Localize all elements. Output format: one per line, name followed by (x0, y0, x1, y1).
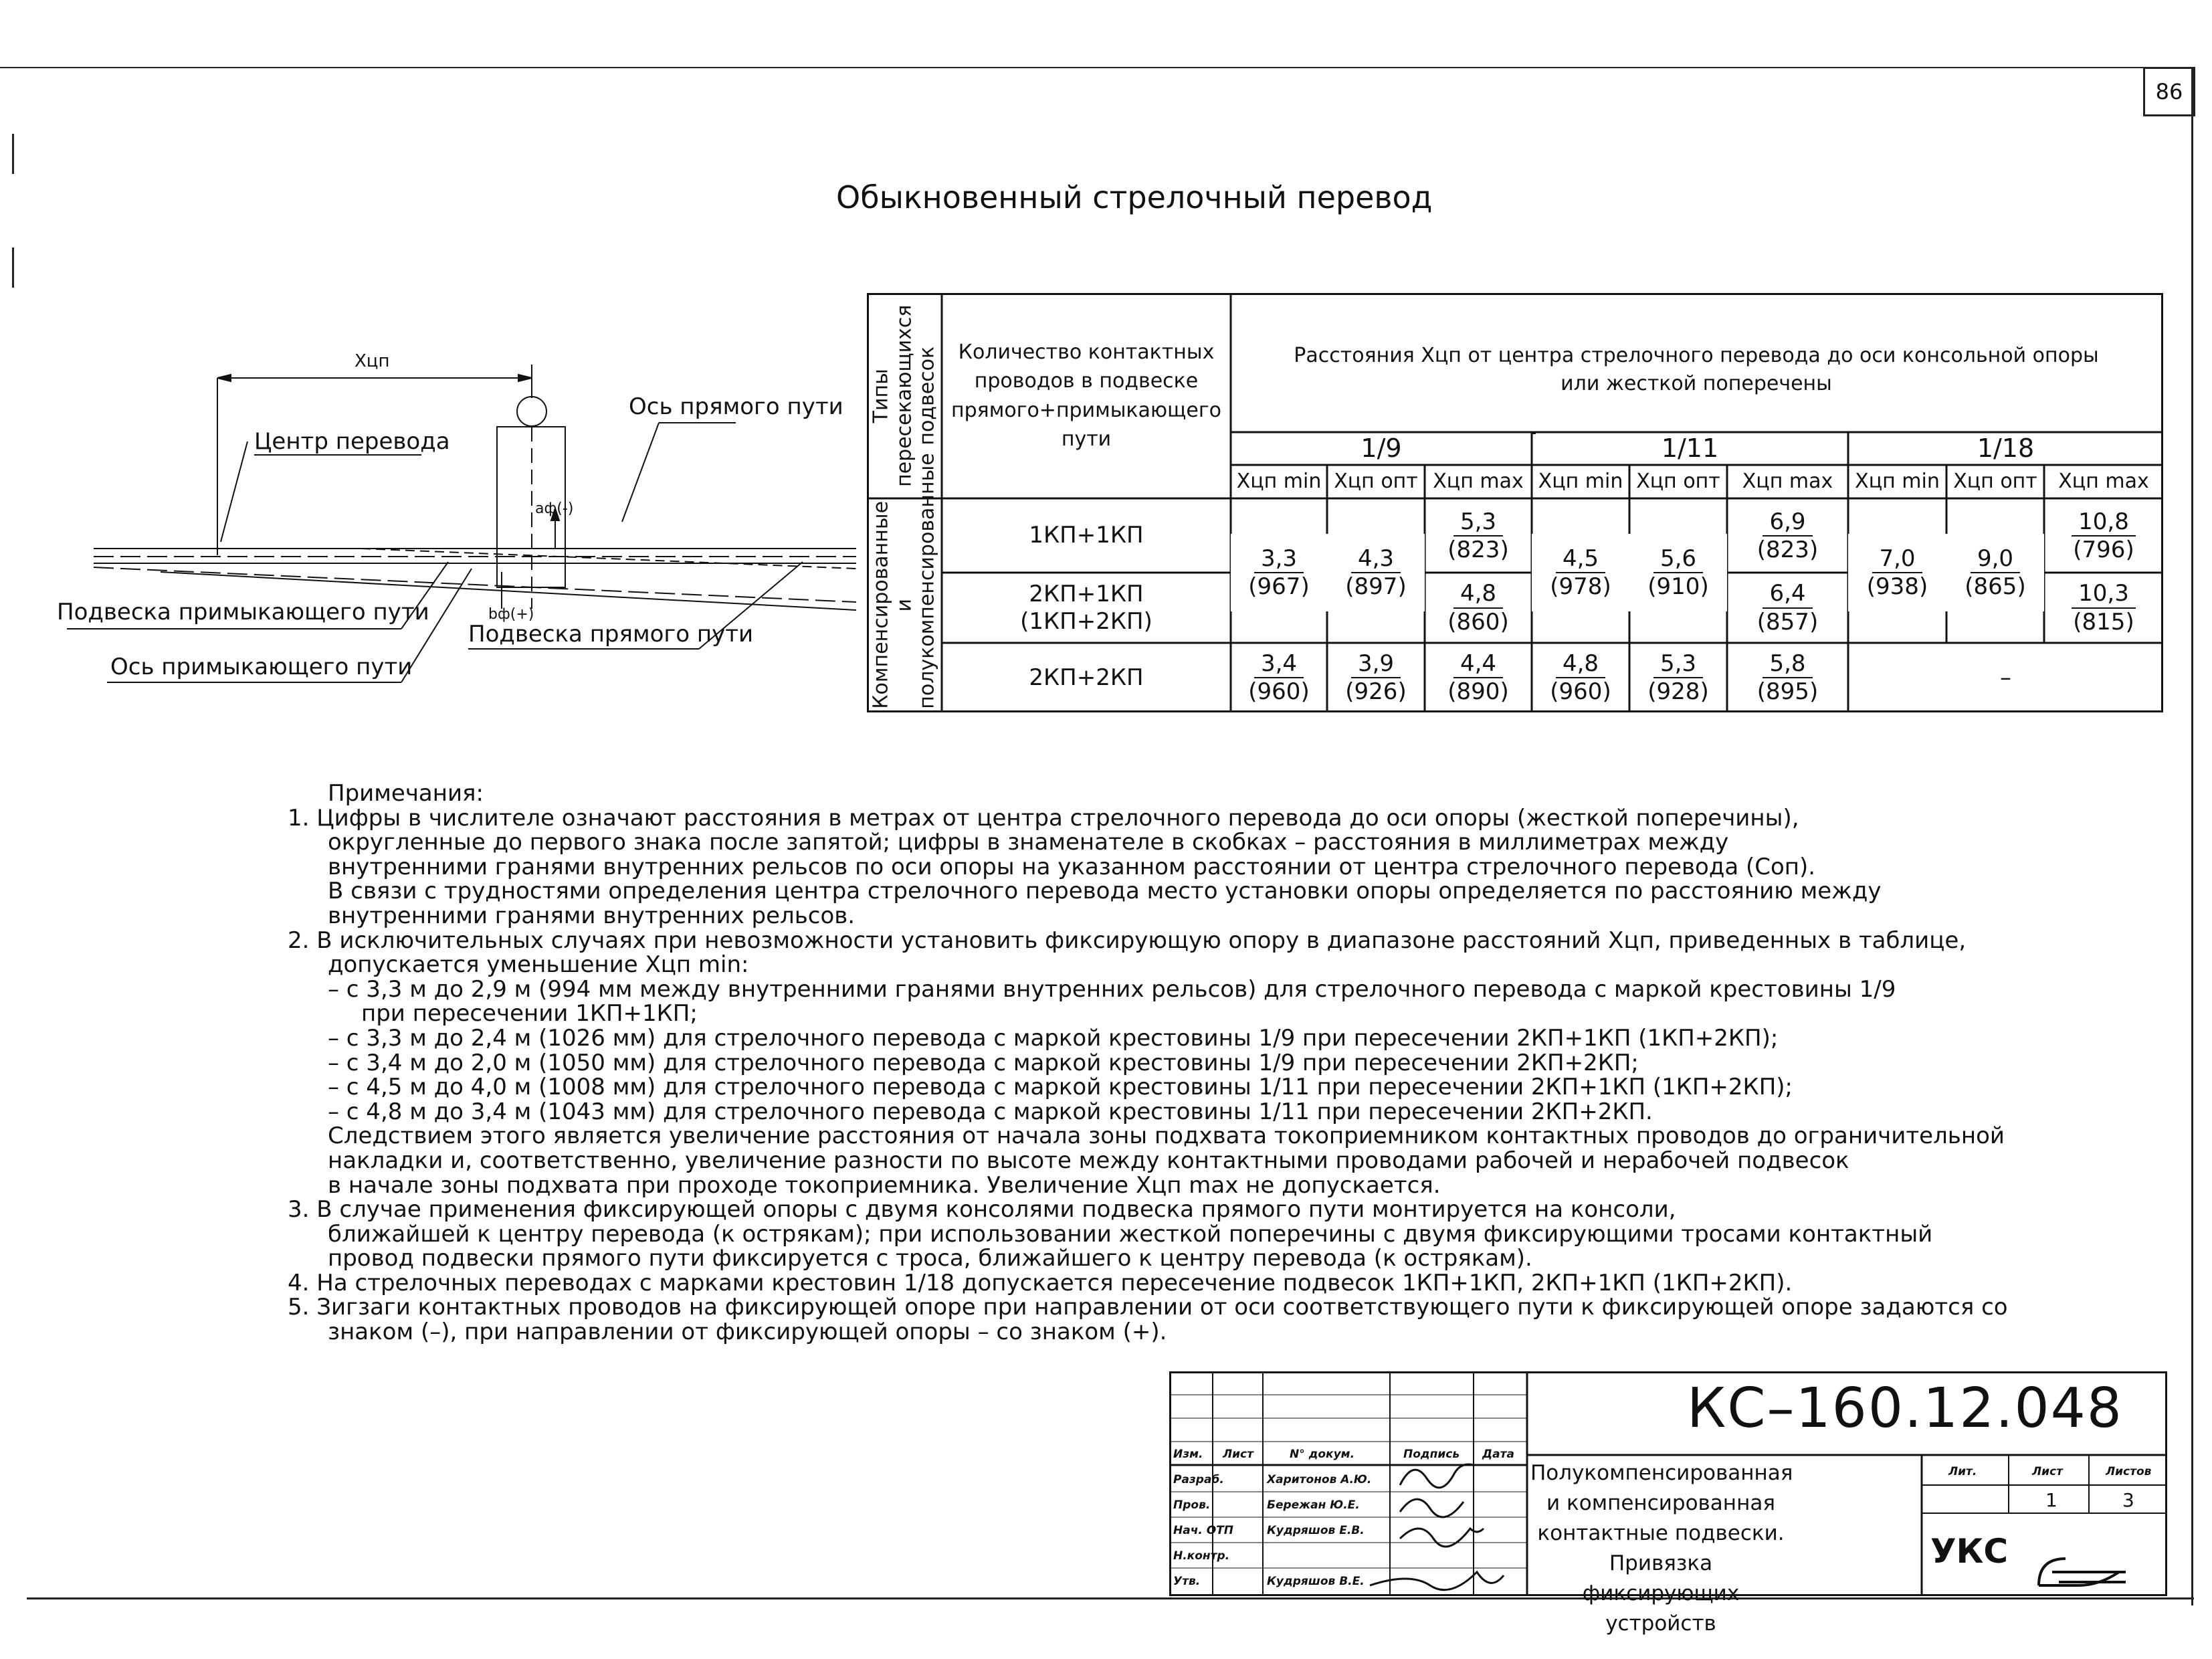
header-dist: Расстояния Xцп от центра стрелочного перевода до оси консольной опоры или жесткой поперечены (1294, 344, 2099, 395)
mark-1-11: 1/11 (1661, 433, 1719, 464)
hdr-date: Дата (1482, 1448, 1514, 1461)
header-qty: Количество контактных проводов в подвеске прямого+примыкающего пути (951, 340, 1222, 451)
note-line: 3. В случае применения фиксирующей опоры с двумя консолями подвеска прямого пути монтируется на консоли, (288, 1196, 1676, 1224)
header-types: Типы пересекающихся подвесок (869, 304, 939, 487)
note-line: Следствием этого является увеличение расстояния от начала зоны подхвата токоприемником контактных проводов до ограничительной (328, 1123, 2005, 1150)
center-label: Центр перевода (254, 428, 450, 455)
note-line: – с 3,3 м до 2,9 м (994 мм между внутренними гранями внутренних рельсов) для стрелочного перевода с маркой крестовины 1/9 (328, 975, 1896, 1003)
note-line: 5. Зигзаги контактных проводов на фиксирующей опоре при направлении от оси соответствующего пути к фиксирующей опоре задаются со (288, 1294, 2008, 1321)
frame-bottom (27, 1597, 2194, 1599)
sub-min: Xцп min (1855, 470, 1940, 494)
note-line: – с 3,4 м до 2,0 м (1050 мм) для стрелочного перевода с маркой крестовины 1/9 при пересечении 2КП+2КП; (328, 1049, 1639, 1076)
hdr-sign: Подпись (1403, 1448, 1460, 1461)
axis-straight-label: Ось прямого пути (629, 393, 843, 420)
value-cell: $\frac{4,5}{(978)}$ (1532, 534, 1629, 611)
role: Пров. (1173, 1498, 1211, 1512)
role: Разраб. (1173, 1473, 1224, 1486)
value-cell: – (2000, 664, 2011, 691)
role: Утв. (1173, 1575, 1201, 1588)
page-title: Обыкновенный стрелочный перевод (836, 179, 1433, 215)
sub-max: Xцп max (2058, 470, 2149, 494)
frame-right (2191, 67, 2193, 1605)
role: Нач. ОТП (1173, 1524, 1234, 1537)
note-line: провод подвески прямого пути фиксируется с троса, ближайшего к центру перевода (к острякам). (328, 1245, 1532, 1272)
sheet-label: Лист (2032, 1465, 2063, 1478)
note-line: накладки и, соответственно, увеличение разности по высоте между контактными проводами рабочей и нерабочей подвесок (328, 1147, 1849, 1174)
sheets-total: 3 (2122, 1489, 2134, 1511)
note-line: – с 4,5 м до 4,0 м (1008 мм) для стрелочного перевода с маркой крестовины 1/11 при пересечении 2КП+1КП (1КП+2КП); (328, 1074, 1793, 1101)
value-cell: $\frac{3,3}{(967)}$ (1231, 534, 1327, 611)
note-line: ближайшей к центру перевода (к острякам); при использовании жесткой поперечины с двумя фиксирующими тросами контактный (328, 1220, 1933, 1248)
axis-adjacent-label: Ось примыкающего пути (110, 654, 413, 680)
sheets-label: Листов (2106, 1465, 2152, 1478)
susp-adjacent-label: Подвеска примыкающего пути (57, 599, 429, 625)
sub-opt: Xцп опт (1636, 470, 1720, 494)
value-cell: $\frac{7,0}{(938)}$ (1848, 534, 1946, 611)
row-name-line: (1КП+2КП) (1020, 607, 1152, 635)
note-line: 2. В исключительных случаях при невозможности установить фиксирующую опору в диапазоне расстояний Xцп, приведенных в таблице, (288, 926, 1967, 954)
note-line: знаком (–), при направлении от фиксирующей опоры – со знаком (+). (328, 1319, 1167, 1346)
sheet-number: 1 (2045, 1489, 2057, 1511)
value-cell: $\frac{6,4}{(857)}$ (1756, 580, 1819, 636)
susp-straight-label: Подвеска прямого пути (468, 621, 754, 648)
note-line: допускается уменьшение Xцп min: (328, 951, 749, 979)
frame-top (0, 67, 2194, 68)
value-cell: $\frac{4,3}{(897)}$ (1327, 534, 1425, 611)
value-cell: $\frac{10,8}{(796)}$ (2044, 500, 2163, 571)
organization: УКС (1930, 1532, 2009, 1571)
value-cell: $\frac{10,3}{(815)}$ (2044, 574, 2163, 642)
xcp-label: Xцп (355, 351, 390, 371)
value-cell: $\frac{5,8}{(895)}$ (1756, 650, 1819, 705)
margin-mark (12, 248, 14, 288)
person-name: Харитонов А.Ю. (1267, 1473, 1372, 1486)
note-line: – с 4,8 м до 3,4 м (1043 мм) для стрелочного перевода с маркой крестовины 1/11 при пересечении 2КП+2КП. (328, 1098, 1653, 1125)
note-line: 1. Цифры в числителе означают расстояния в метрах от центра стрелочного перевода до оси опоры (жесткой поперечины), (288, 804, 1799, 832)
sheet-description: Полукомпенсированная и компенсированная контактные подвески. Привязка фиксирующих устройств (1530, 1461, 1793, 1636)
hdr-izm: Изм. (1173, 1448, 1203, 1461)
b-label: bф(+) (488, 606, 534, 623)
value-cell: $\frac{4,8}{(960)}$ (1550, 650, 1611, 705)
sub-min: Xцп min (1538, 470, 1623, 494)
value-cell: $\frac{6,9}{(823)}$ (1756, 508, 1819, 563)
person-name: Бережан Ю.Е. (1267, 1498, 1360, 1512)
row-name: 2КП+2КП (1029, 664, 1144, 691)
note-line: округленные до первого знака после запятой; цифры в знаменателе в скобках – расстояния в миллиметрах между (328, 829, 1729, 856)
note-line: внутренними гранями внутренних рельсов по оси опоры на указанном расстоянии от центра стрелочного перевода (Соп). (328, 853, 1816, 880)
hdr-doc: N° докум. (1290, 1448, 1355, 1461)
row-name-line: 2КП+1КП (1029, 581, 1144, 608)
margin-mark (12, 134, 14, 174)
notes (288, 781, 2134, 1345)
value-cell: $\frac{5,3}{(928)}$ (1647, 650, 1709, 705)
note-line: В связи с трудностями определения центра стрелочного перевода место установки опоры определяется по расстоянию между (328, 878, 1882, 905)
value-cell: $\frac{3,4}{(960)}$ (1248, 650, 1310, 705)
role: Н.контр. (1173, 1549, 1230, 1563)
mark-1-18: 1/18 (1977, 433, 2035, 464)
note-line: 4. На стрелочных переводах с марками крестовин 1/18 допускается пересечение подвесок 1КП+1КП, 2КП+1КП (1КП+2КП). (288, 1269, 1793, 1296)
document-code: КС–160.12.048 (1687, 1377, 2123, 1440)
value-cell: $\frac{5,3}{(823)}$ (1447, 508, 1509, 563)
group-label: Компенсированные и полукомпенсированные (869, 453, 939, 709)
notes-title: Примечания: (328, 780, 484, 807)
sub-max: Xцп max (1433, 470, 1524, 494)
sub-min: Xцп min (1236, 470, 1322, 494)
note-line: при пересечении 1КП+1КП; (361, 1000, 698, 1028)
mark-1-9: 1/9 (1361, 433, 1402, 464)
note-line: – с 3,3 м до 2,4 м (1026 мм) для стрелочного перевода с маркой крестовины 1/9 при пересечении 2КП+1КП (1КП+2КП); (328, 1024, 1779, 1052)
sub-opt: Xцп опт (1334, 470, 1418, 494)
value-cell: $\frac{4,8}{(860)}$ (1447, 580, 1509, 636)
value-cell: $\frac{3,9}{(926)}$ (1345, 650, 1407, 705)
value-cell: $\frac{5,6}{(910)}$ (1629, 534, 1727, 611)
value-cell: $\frac{4,4}{(890)}$ (1447, 650, 1509, 705)
value-cell: $\frac{9,0}{(865)}$ (1946, 534, 2044, 611)
person-name: Кудряшов В.Е. (1267, 1575, 1365, 1588)
lit-label: Лит. (1948, 1465, 1977, 1478)
a-label: aф(-) (535, 500, 574, 517)
note-line: внутренними гранями внутренних рельсов. (328, 902, 856, 929)
hdr-list: Лист (1223, 1448, 1253, 1461)
row-name: 1КП+1КП (1029, 522, 1144, 549)
distance-table (867, 293, 2163, 712)
note-line: в начале зоны подхвата при проходе токоприемника. Увеличение Xцп max не допускается. (328, 1171, 1441, 1199)
row-name (942, 573, 1231, 643)
person-name: Кудряшов Е.В. (1267, 1524, 1365, 1537)
switch-diagram (27, 348, 856, 696)
logo-icon (2039, 1559, 2126, 1585)
sub-opt: Xцп опт (1953, 470, 2037, 494)
page-number: 86 (2143, 67, 2195, 116)
title-block (1169, 1371, 2167, 1636)
sub-max: Xцп max (1742, 470, 1833, 494)
